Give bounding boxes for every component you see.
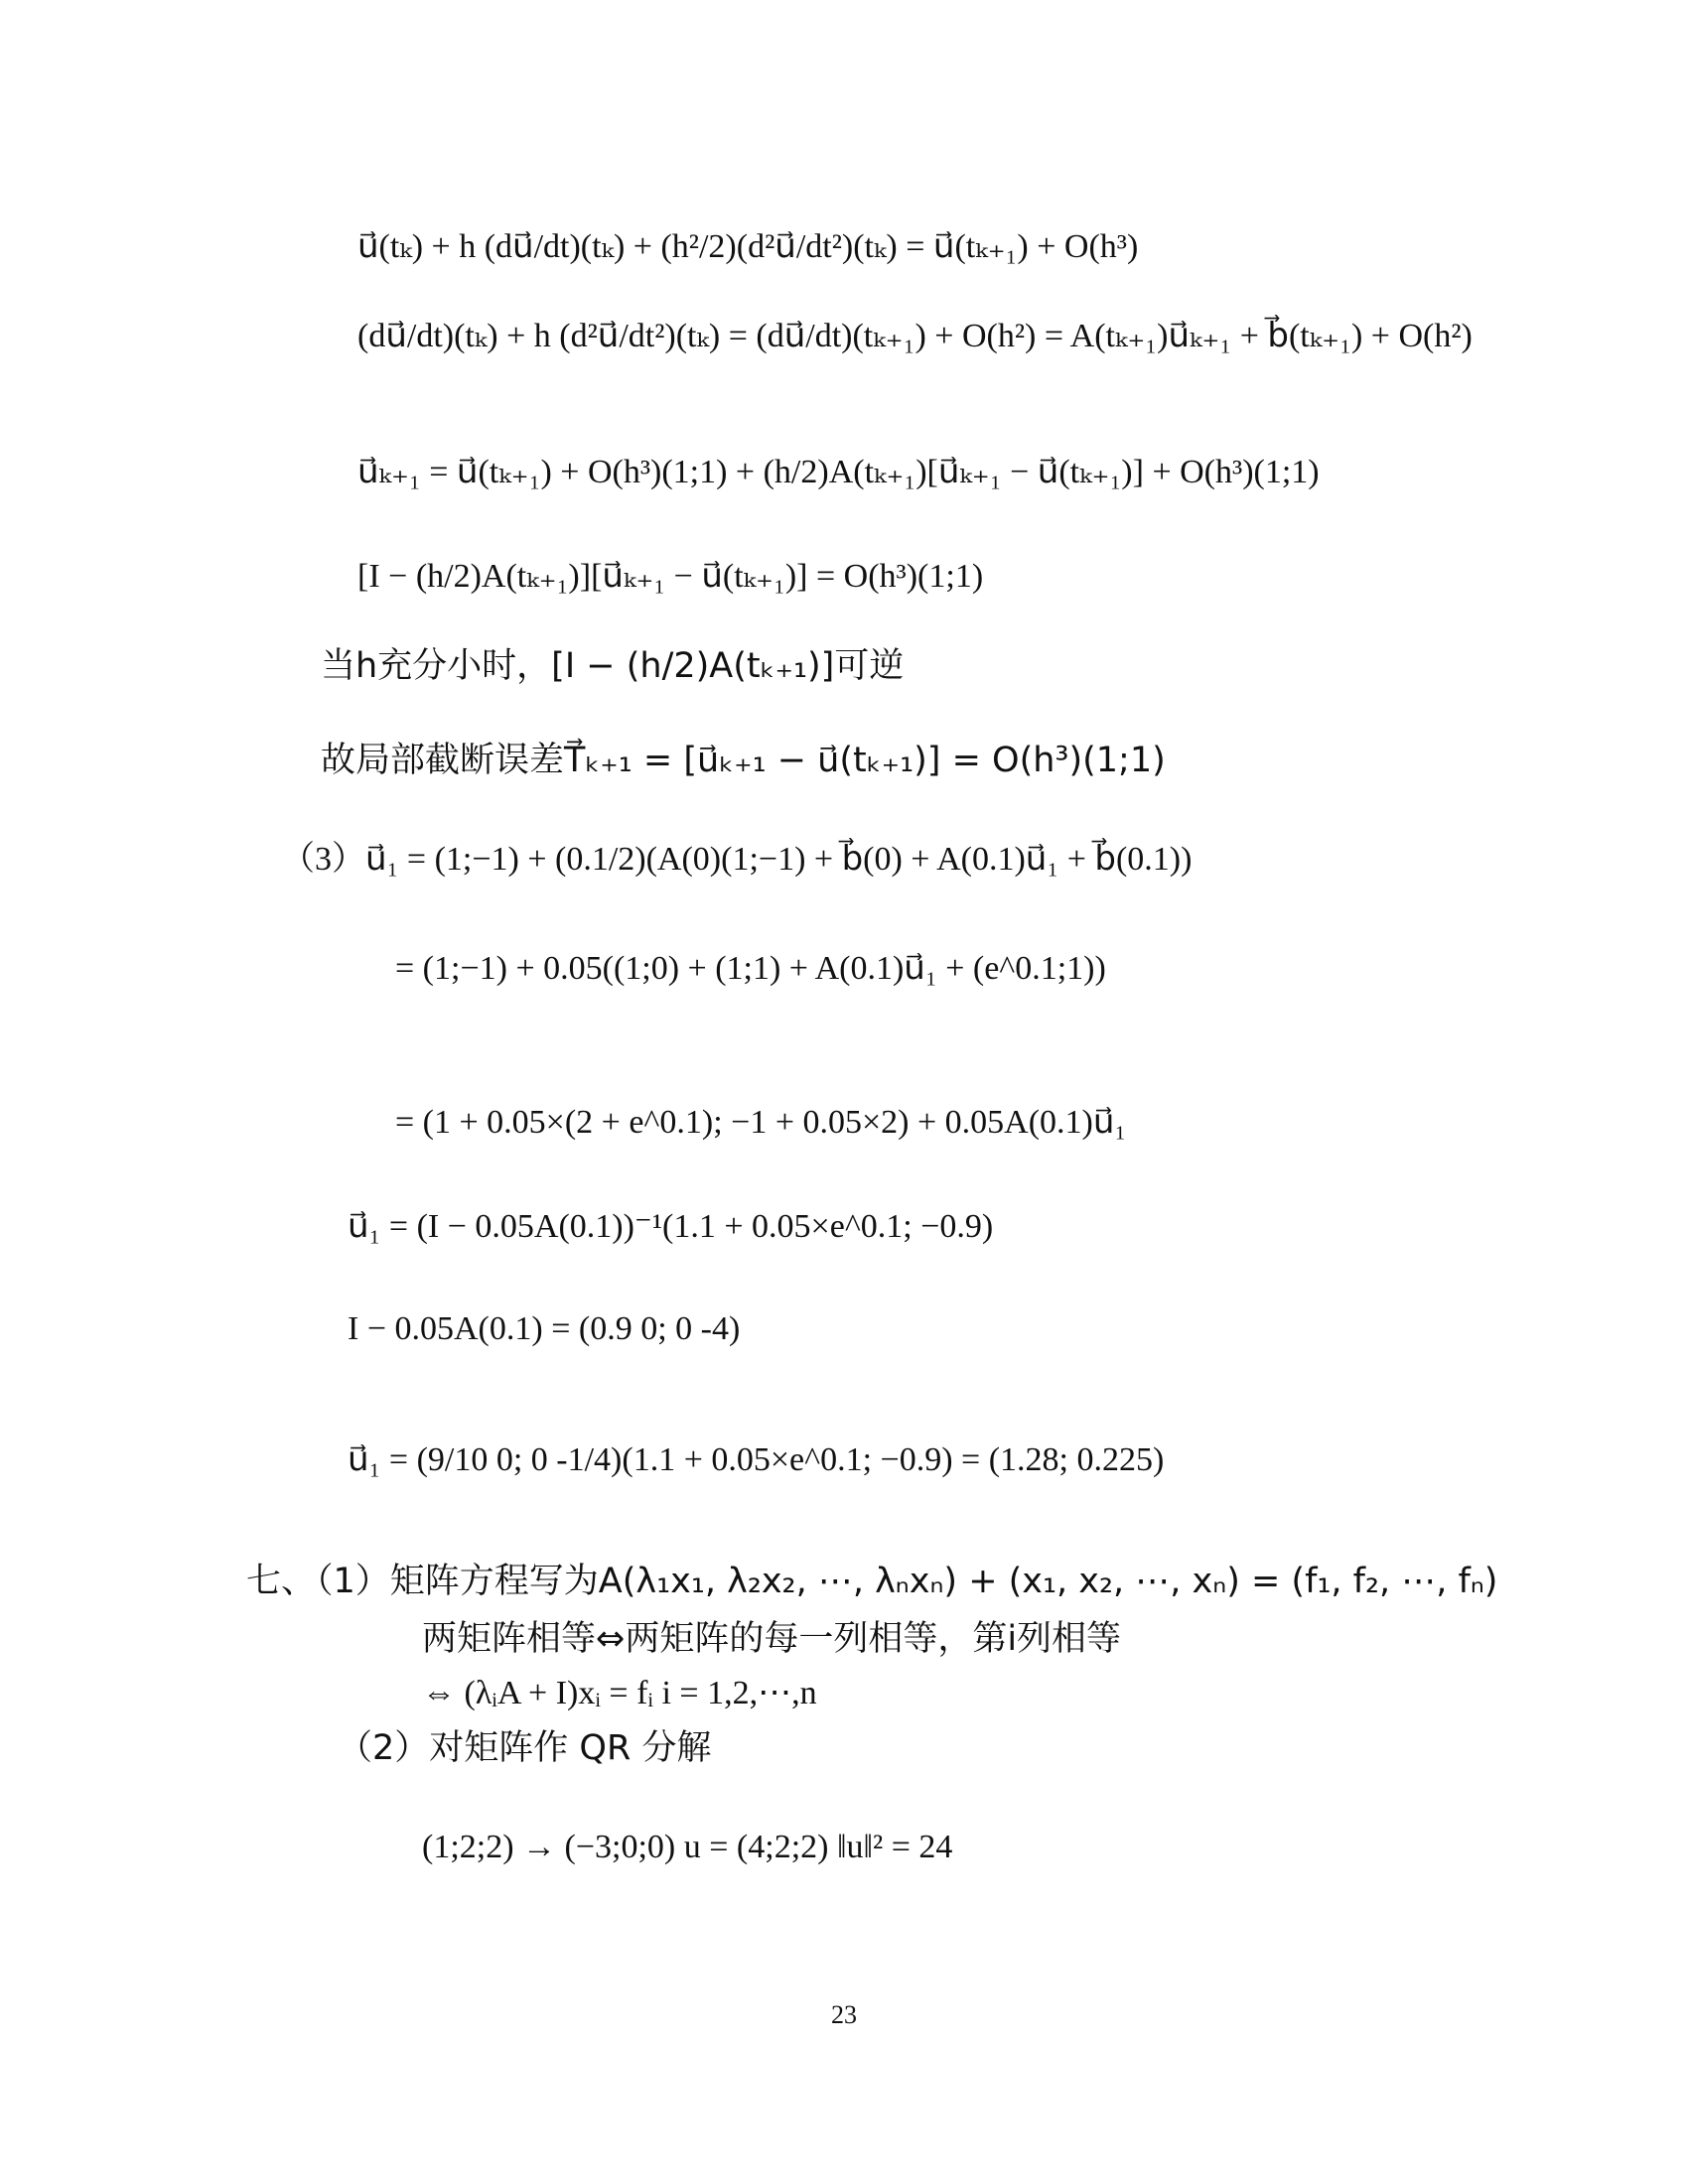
section-7-equation-2: (1;2;2) → (−3;0;0) u = (4;2;2) ‖u‖² = 24 xyxy=(422,1829,953,1865)
equation-line-8: u⃗₁ = (I − 0.05A(0.1))⁻¹(1.1 + 0.05×e^0.1; −0.9) xyxy=(348,1208,994,1245)
equation-line-5: （3）u⃗₁ = (1;−1) + (0.1/2)(A(0)(1;−1) + b⃗(0) + A(0.1)u⃗₁ + b⃗(0.1)) xyxy=(281,841,1193,878)
section-7-equation-1: ⇔ (λᵢA + I)xᵢ = fᵢ i = 1,2,⋯,n xyxy=(422,1675,817,1711)
equation-line-1: u⃗(tₖ) + h (du⃗/dt)(tₖ) + (h²/2)(d²u⃗/dt²)(tₖ) = u⃗(tₖ₊₁) + O(h³) xyxy=(357,228,1139,265)
section-7-text-2: （2）对矩阵作 QR 分解 xyxy=(338,1728,712,1768)
page-number: 23 xyxy=(831,2000,857,2029)
equation-line-3: u⃗ₖ₊₁ = u⃗(tₖ₊₁) + O(h³)(1;1) + (h/2)A(tₖ₊₁)[u⃗ₖ₊₁ − u⃗(tₖ₊₁)] + O(h³)(1;1) xyxy=(357,454,1320,490)
equation-line-9: I − 0.05A(0.1) = (0.9 0; 0 -4) xyxy=(348,1310,741,1347)
section-7-title: 七、（1）矩阵方程写为A(λ₁x₁, λ₂x₂, ⋯, λₙxₙ) + (x₁, x₂, ⋯, xₙ) = (f₁, f₂, ⋯, fₙ) xyxy=(246,1562,1498,1601)
section-7-text-1: 两矩阵相等⇔两矩阵的每一列相等，第i列相等 xyxy=(422,1619,1122,1659)
equation-line-10: u⃗₁ = (9/10 0; 0 -1/4)(1.1 + 0.05×e^0.1; −0.9) = (1.28; 0.225) xyxy=(348,1441,1165,1478)
equation-line-6: = (1;−1) + 0.05((1;0) + (1;1) + A(0.1)u⃗₁ + (e^0.1;1)) xyxy=(395,950,1106,987)
equation-line-2: (du⃗/dt)(tₖ) + h (d²u⃗/dt²)(tₖ) = (du⃗/dt)(tₖ₊₁) + O(h²) = A(tₖ₊₁)u⃗ₖ₊₁ + b⃗(tₖ₊₁) + O(h²) xyxy=(357,318,1473,354)
equation-line-4: [I − (h/2)A(tₖ₊₁)][u⃗ₖ₊₁ − u⃗(tₖ₊₁)] = O(h³)(1;1) xyxy=(357,558,984,595)
text-line-invertible: 当h充分小时，[I − (h/2)A(tₖ₊₁)]可逆 xyxy=(321,646,905,686)
equation-line-7: = (1 + 0.05×(2 + e^0.1); −1 + 0.05×2) + 0.05A(0.1)u⃗₁ xyxy=(395,1104,1127,1141)
text-line-truncation-error: 故局部截断误差T⃗ₖ₊₁ = [u⃗ₖ₊₁ − u⃗(tₖ₊₁)] = O(h³)(1;1) xyxy=(321,741,1166,780)
